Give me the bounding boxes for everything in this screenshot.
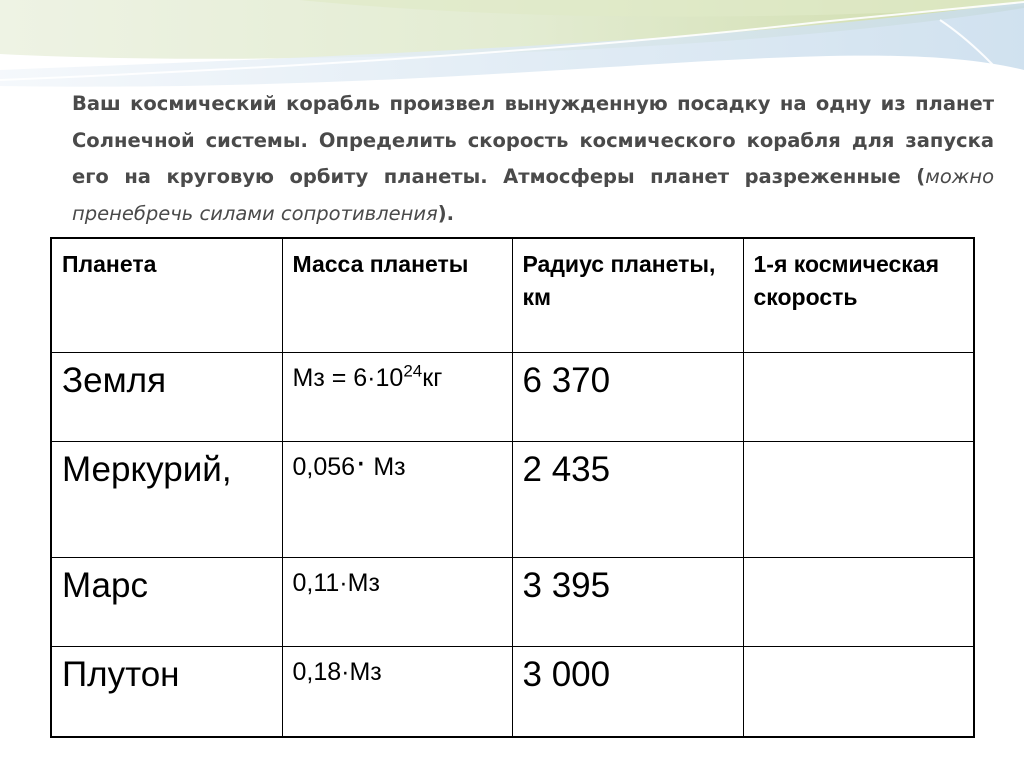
table-header-row — [51, 238, 974, 352]
header-radius: Радиус планеты, км — [512, 238, 743, 352]
header-mass: Масса планеты — [282, 238, 512, 352]
cell-planet: Меркурий, — [51, 441, 282, 557]
cell-mass: 0,056· Мз — [282, 441, 512, 557]
cell-radius: 3 000 — [512, 646, 743, 737]
cell-mass: 0,18·Мз — [282, 646, 512, 737]
header-first-cosmic-speed: 1-я космическая скорость — [743, 238, 974, 352]
cell-speed[interactable] — [743, 646, 974, 737]
cell-planet: Земля — [51, 352, 282, 441]
table-row — [51, 352, 974, 441]
cell-speed[interactable] — [743, 557, 974, 646]
problem-statement — [72, 86, 994, 232]
cell-radius: 2 435 — [512, 441, 743, 557]
table-row — [51, 441, 974, 557]
cell-mass: 0,11·Мз — [282, 557, 512, 646]
cell-radius: 3 395 — [512, 557, 743, 646]
cell-planet: Марс — [51, 557, 282, 646]
table-row — [51, 557, 974, 646]
problem-main-text: Ваш космический корабль произвел вынужденную посадку на одну из планет Солнечной системы. Определить скорость космического корабля для запуска его на круговую орбиту планеты. Атмосферы планет разреженные ( — [72, 92, 994, 188]
problem-end-text: ). — [437, 201, 455, 225]
cell-radius: 6 370 — [512, 352, 743, 441]
cell-speed[interactable] — [743, 352, 974, 441]
cell-planet: Плутон — [51, 646, 282, 737]
problem-italic-note: можно пренебречь силами сопротивления — [72, 165, 994, 225]
cell-speed[interactable] — [743, 441, 974, 557]
header-planet: Планета — [51, 238, 282, 352]
table-row — [51, 646, 974, 737]
cell-mass: Мз = $6\cdot 10^{24}кг$ — [282, 352, 512, 441]
planets-table — [50, 237, 975, 738]
